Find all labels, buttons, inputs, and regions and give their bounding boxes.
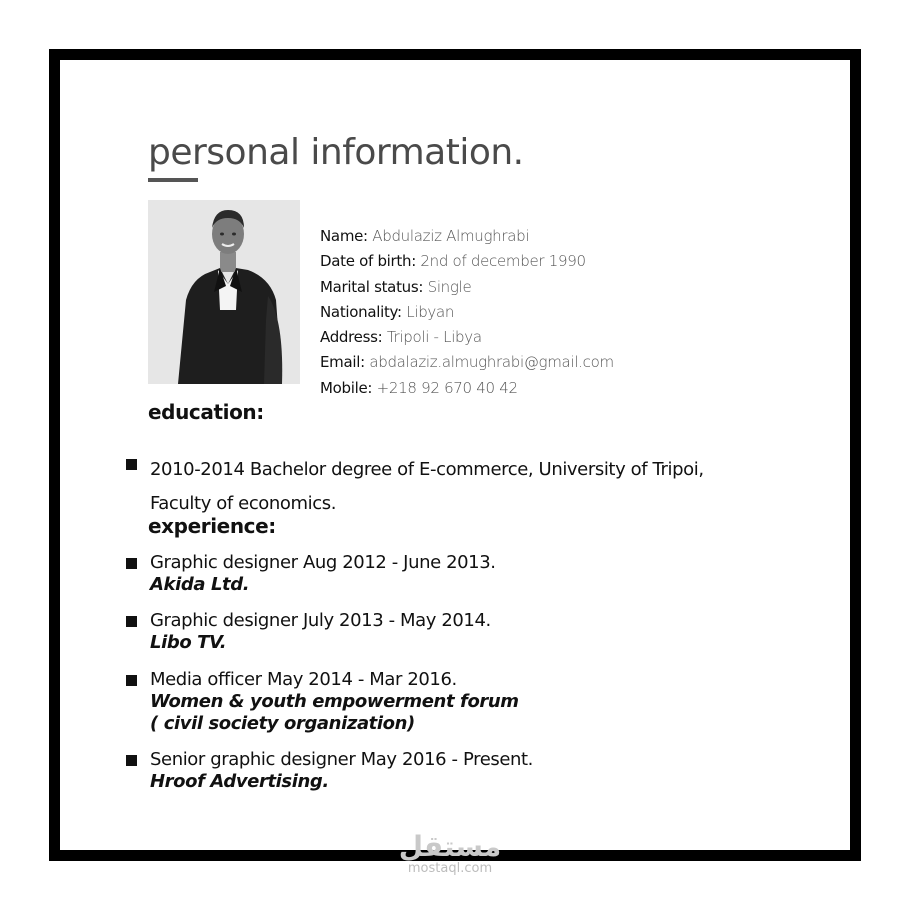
personal-info-list [320,224,614,401]
experience-item [126,749,533,793]
experience-org: Women & youth empowerment forum [150,691,519,712]
portrait-photo-icon [148,200,300,384]
info-row-marital [320,275,614,300]
info-row-nationality [320,300,614,325]
experience-org-note: ( civil society organization) [150,713,415,734]
experience-item [126,669,519,735]
education-heading: education: [148,400,264,424]
info-key: Marital status: [320,277,424,296]
experience-heading: experience: [148,514,276,538]
title-underline [148,178,198,182]
info-row-name [320,224,614,249]
info-row-mobile [320,376,614,401]
bullet-square-icon [126,558,137,569]
experience-role: Graphic designer July 2013 - May 2014. [150,610,491,631]
page-frame [49,49,861,861]
experience-item [126,552,496,596]
info-key: Mobile: [320,378,373,397]
experience-role: Graphic designer Aug 2012 - June 2013. [150,552,496,573]
watermark [395,832,505,876]
bullet-square-icon [126,675,137,686]
info-value: Libyan [406,302,455,321]
education-line: Faculty of economics. [150,493,337,514]
experience-role: Senior graphic designer May 2016 - Present. [150,749,534,770]
info-row-dob [320,249,614,274]
info-value: Abdulaziz Almughrabi [372,227,530,245]
experience-org: Akida Ltd. [150,574,250,595]
bullet-square-icon [126,616,137,627]
info-value: Tripoli - Libya [386,328,482,347]
info-key: Address: [320,328,383,347]
watermark-site: mostaql.com [407,861,493,876]
education-item [126,453,704,521]
profile-photo [148,200,300,384]
info-row-email [320,350,614,375]
page-title: personal information. [148,132,524,173]
education-line: 2010-2014 Bachelor degree of E-commerce, University of Tripoi, [150,459,704,480]
info-key: Email: [320,353,365,372]
info-key: Nationality: [320,302,402,321]
info-value: 2nd of december 1990 [420,252,586,271]
info-key: Date of birth: [320,252,416,271]
experience-role: Media officer May 2014 - Mar 2016. [150,669,457,690]
watermark-logo: مستقل [398,830,502,863]
info-key: Name: [320,227,368,245]
bullet-square-icon [126,459,137,470]
info-value: +218 92 670 40 42 [376,378,518,397]
info-value: abdalaziz.almughrabi@gmail.com [369,353,614,372]
experience-org: Hroof Advertising. [150,771,329,792]
experience-org: Libo TV. [150,632,227,653]
experience-item [126,610,491,654]
bullet-square-icon [126,755,137,766]
info-value: Single [427,277,472,296]
info-row-address [320,325,614,350]
